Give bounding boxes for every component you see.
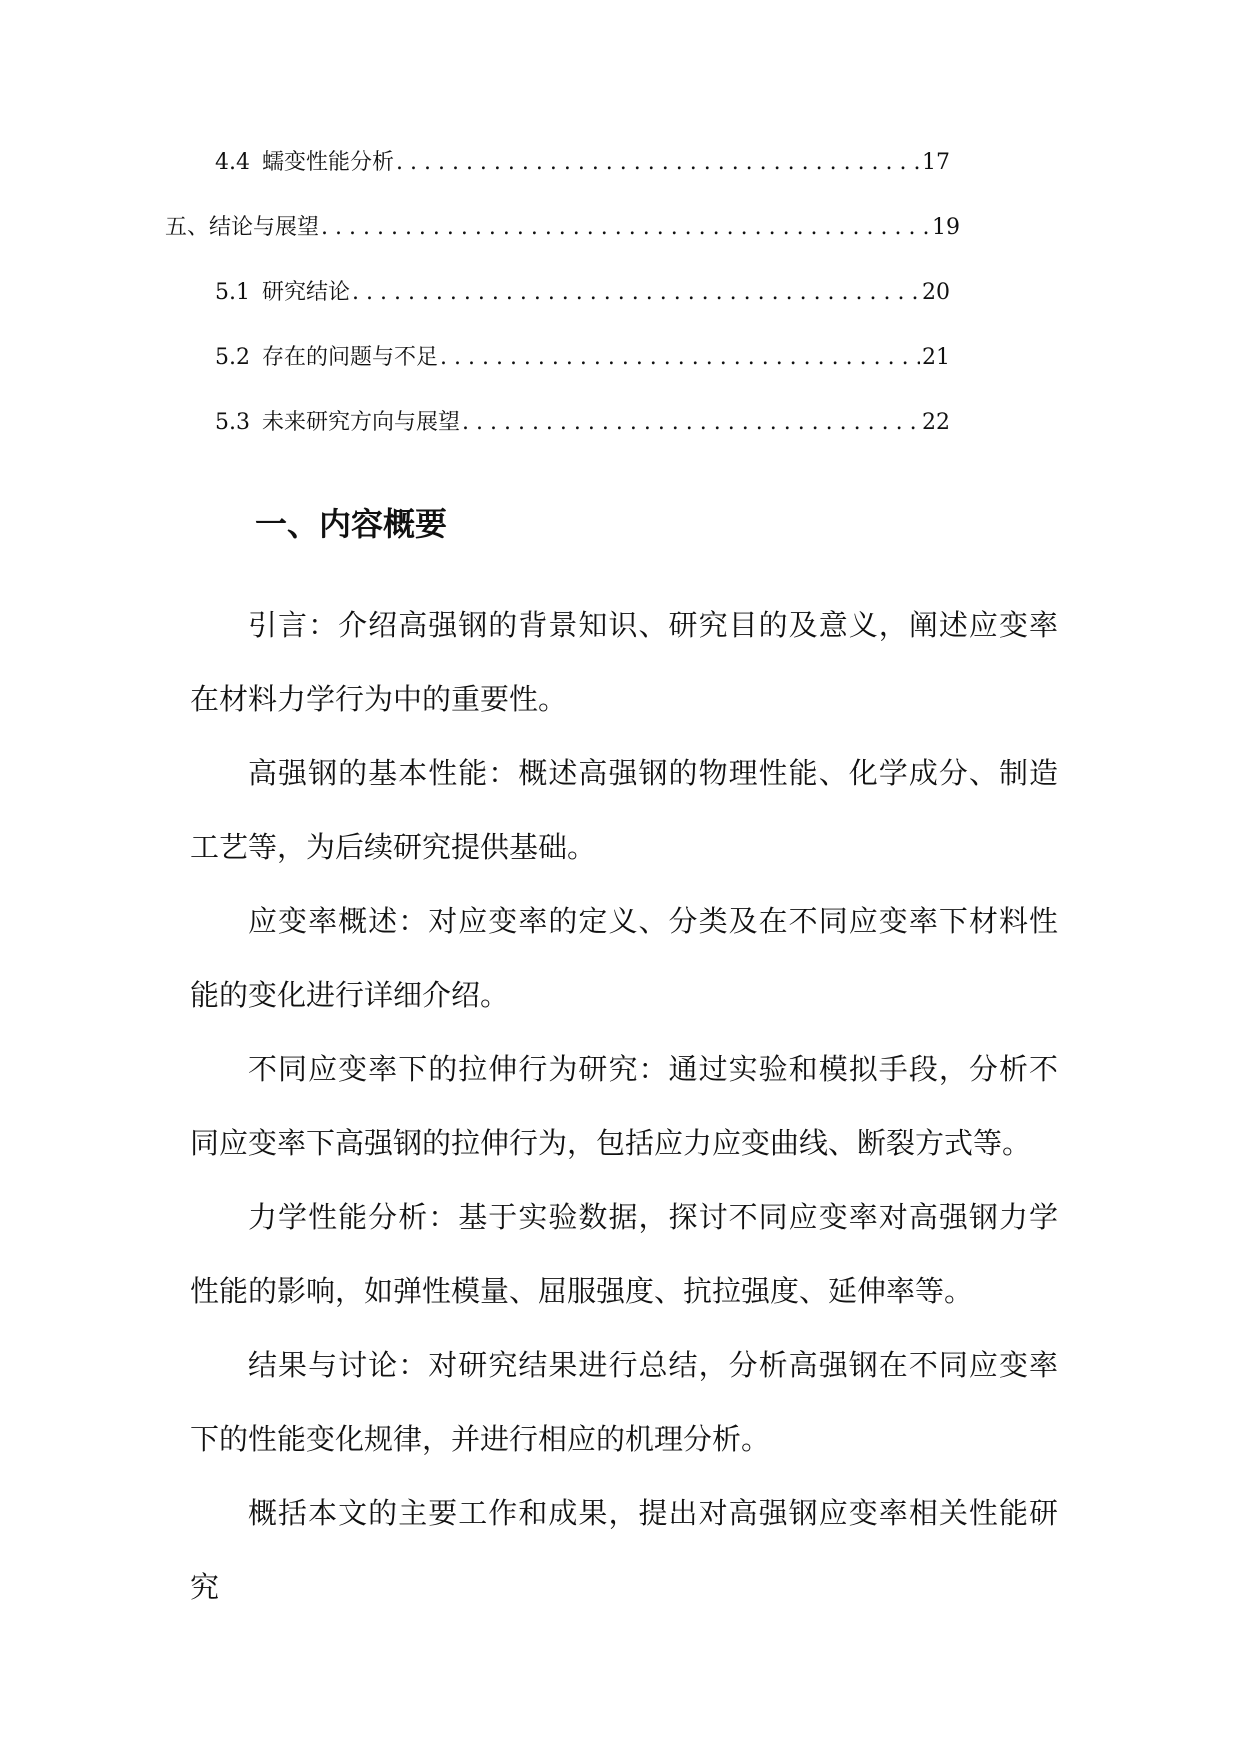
- section-body: [190, 588, 1058, 1624]
- toc-entry-title: 存在的问题与不足: [262, 345, 439, 370]
- toc-entry-number: 5.2: [215, 345, 250, 370]
- table-of-contents: [165, 148, 960, 473]
- toc-entry-title: 未来研究方向与展望: [262, 410, 461, 435]
- toc-entry-5-1[interactable]: [190, 278, 950, 343]
- section-heading: 一、内容概要: [255, 505, 448, 543]
- toc-entry-number: 五、: [165, 215, 210, 240]
- toc-entry-5[interactable]: [165, 213, 960, 278]
- toc-leader-dots: [352, 278, 920, 308]
- paragraph-mechanical-analysis: 力学性能分析：基于实验数据，探讨不同应变率对高强钢力学性能的影响，如弹性模量、屈服强度、抗拉强度、延伸率等。: [190, 1200, 1058, 1308]
- toc-entry-number: 5.1: [215, 280, 250, 305]
- toc-entry-title: 蠕变性能分析: [262, 150, 395, 175]
- toc-entry-5-3[interactable]: [190, 408, 950, 473]
- toc-entry-title: 研究结论: [262, 280, 351, 305]
- paragraph-results-discussion: 结果与讨论：对研究结果进行总结，分析高强钢在不同应变率下的性能变化规律，并进行相应的机理分析。: [190, 1348, 1058, 1456]
- toc-entry-page: 21: [922, 345, 950, 370]
- toc-entry-title: 结论与展望: [209, 215, 320, 240]
- paragraph-introduction: 引言：介绍高强钢的背景知识、研究目的及意义，阐述应变率在材料力学行为中的重要性。: [190, 608, 1058, 716]
- toc-entry-5-2[interactable]: [190, 343, 950, 408]
- toc-entry-page: 22: [922, 410, 950, 435]
- toc-entry-number: 4.4: [215, 150, 250, 175]
- toc-entry-page: 19: [932, 215, 960, 240]
- paragraph-summary: 概括本文的主要工作和成果，提出对高强钢应变率相关性能研究: [190, 1496, 1058, 1604]
- toc-entry-page: 17: [922, 150, 950, 175]
- toc-leader-dots: [321, 213, 930, 243]
- paragraph-tensile-behavior: 不同应变率下的拉伸行为研究：通过实验和模拟手段，分析不同应变率下高强钢的拉伸行为，包括应力应变曲线、断裂方式等。: [190, 1052, 1058, 1160]
- paragraph-strain-rate-overview: 应变率概述：对应变率的定义、分类及在不同应变率下材料性能的变化进行详细介绍。: [190, 904, 1058, 1012]
- toc-entry-page: 20: [922, 280, 950, 305]
- toc-leader-dots: [440, 343, 920, 373]
- toc-entry-4-4[interactable]: [190, 148, 950, 213]
- toc-entry-number: 5.3: [215, 410, 250, 435]
- paragraph-basic-properties: 高强钢的基本性能：概述高强钢的物理性能、化学成分、制造工艺等，为后续研究提供基础。: [190, 756, 1058, 864]
- toc-leader-dots: [462, 408, 920, 438]
- toc-leader-dots: [396, 148, 920, 178]
